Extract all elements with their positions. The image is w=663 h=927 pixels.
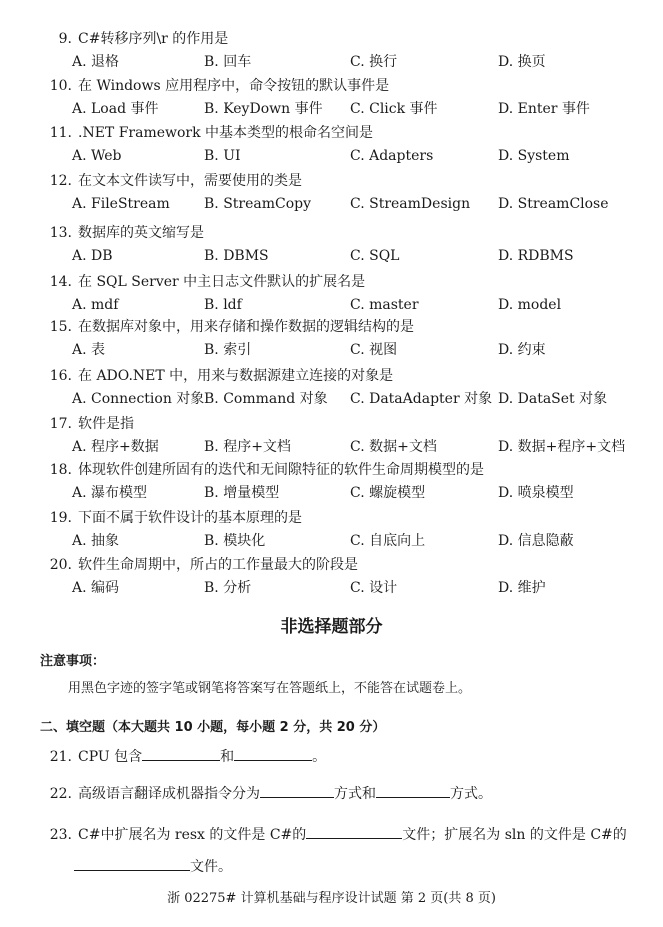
question-stem: [44, 463, 484, 477]
answer-option: A. 退格: [72, 54, 120, 70]
question-text: C#中扩展名为 resx 的文件是 C#的: [78, 827, 307, 843]
answer-option: B. 索引: [204, 342, 252, 358]
answer-blank[interactable]: [234, 748, 312, 761]
fill-question-23: [44, 826, 627, 842]
notice-title: 注意事项：: [40, 654, 106, 669]
question-number: 16.: [49, 368, 72, 384]
answer-option: A. FileStream: [72, 196, 170, 212]
answer-blank[interactable]: [306, 826, 402, 839]
answer-option: D. 维护: [498, 580, 546, 596]
answer-option: B. StreamCopy: [204, 196, 312, 212]
question-stem: [44, 32, 228, 46]
answer-option: B. 增量模型: [204, 485, 280, 501]
question-stem: [44, 275, 365, 289]
question-number: 13.: [49, 225, 72, 241]
question-text: 。: [312, 749, 327, 765]
question-number: 23.: [49, 827, 72, 843]
answer-option: B. ldf: [204, 297, 242, 313]
answer-option: D. System: [498, 148, 570, 164]
answer-option: B. UI: [204, 148, 241, 164]
answer-option: C. 螺旋模型: [350, 485, 426, 501]
answer-option: A. Load 事件: [72, 101, 159, 117]
answer-option: A. 表: [72, 342, 106, 358]
question-text: CPU 包含: [78, 749, 143, 765]
answer-option: C. DataAdapter 对象: [350, 391, 493, 407]
question-text: C#转移序列\r 的作用是: [78, 31, 229, 47]
answer-option: D. 信息隐蔽: [498, 533, 574, 549]
answer-option: B. 模块化: [204, 533, 266, 549]
question-text: 数据库的英文缩写是: [78, 225, 204, 241]
answer-option: D. 喷泉模型: [498, 485, 574, 501]
question-text: 软件是指: [78, 416, 134, 432]
answer-option: A. Connection 对象: [72, 391, 205, 407]
answer-option: A. 程序+数据: [72, 439, 159, 455]
fill-question-23-cont: [74, 858, 232, 874]
part2-title: 二、填空题（本大题共 10 小题，每小题 2 分，共 20 分）: [40, 720, 386, 735]
answer-option: B. DBMS: [204, 248, 269, 264]
question-text: 软件生命周期中，所占的工作量最大的阶段是: [78, 557, 358, 573]
answer-option: C. Click 事件: [350, 101, 438, 117]
answer-option: D. 换页: [498, 54, 546, 70]
answer-option: D. 数据+程序+文档: [498, 439, 626, 455]
answer-option: B. 分析: [204, 580, 252, 596]
question-text: 下面不属于软件设计的基本原理的是: [78, 510, 302, 526]
fill-question-21: [44, 748, 326, 764]
question-stem: [44, 174, 302, 188]
answer-option: D. StreamClose: [498, 196, 609, 212]
answer-option: B. KeyDown 事件: [204, 101, 323, 117]
answer-option: B. 程序+文档: [204, 439, 291, 455]
question-text: 在 Windows 应用程序中，命令按钮的默认事件是: [78, 78, 390, 94]
question-text: 在 SQL Server 中主日志文件默认的扩展名是: [78, 274, 366, 290]
answer-blank[interactable]: [260, 785, 334, 798]
answer-option: C. 设计: [350, 580, 398, 596]
answer-option: B. Command 对象: [204, 391, 328, 407]
answer-option: A. 编码: [72, 580, 120, 596]
page-footer: 浙 02275# 计算机基础与程序设计试题 第 2 页(共 8 页): [167, 891, 496, 906]
question-text: 文件。: [190, 859, 232, 875]
question-stem: [44, 226, 204, 240]
section-title: 非选择题部分: [280, 617, 383, 637]
question-stem: [44, 320, 414, 334]
answer-option: C. SQL: [350, 248, 400, 264]
question-stem: [44, 369, 393, 383]
question-number: 9.: [58, 31, 72, 47]
question-stem: [44, 126, 373, 140]
question-text: 在文本文件读写中，需要使用的类是: [78, 173, 302, 189]
question-stem: [44, 417, 134, 431]
answer-option: A. 抽象: [72, 533, 120, 549]
question-text: .NET Framework 中基本类型的根命名空间是: [78, 125, 374, 141]
question-number: 22.: [49, 786, 72, 802]
answer-option: A. 瀑布模型: [72, 485, 148, 501]
fill-question-22: [44, 785, 492, 801]
question-number: 17.: [49, 416, 72, 432]
question-stem: [44, 79, 389, 93]
question-number: 20.: [49, 557, 72, 573]
answer-option: C. 自底向上: [350, 533, 426, 549]
answer-option: C. StreamDesign: [350, 196, 471, 212]
question-number: 21.: [49, 749, 72, 765]
answer-option: B. 回车: [204, 54, 252, 70]
answer-option: C. master: [350, 297, 419, 313]
answer-option: A. DB: [72, 248, 113, 264]
answer-option: D. Enter 事件: [498, 101, 590, 117]
answer-blank[interactable]: [142, 748, 220, 761]
answer-option: D. model: [498, 297, 562, 313]
question-number: 19.: [49, 510, 72, 526]
notice-text: 用黑色字迹的签字笔或钢笔将答案写在答题纸上，不能答在试题卷上。: [68, 681, 472, 696]
answer-option: D. DataSet 对象: [498, 391, 608, 407]
answer-blank[interactable]: [74, 858, 190, 871]
answer-option: C. 视图: [350, 342, 398, 358]
question-number: 10.: [49, 78, 72, 94]
question-number: 11.: [49, 125, 72, 141]
question-number: 12.: [49, 173, 72, 189]
answer-option: D. 约束: [498, 342, 546, 358]
answer-option: D. RDBMS: [498, 248, 574, 264]
answer-option: A. Web: [72, 148, 122, 164]
question-stem: [44, 511, 302, 525]
question-text: 文件；扩展名为 sln 的文件是 C#的: [402, 827, 627, 843]
question-text: 高级语言翻译成机器指令分为: [78, 786, 260, 802]
question-number: 18.: [49, 462, 72, 478]
question-text: 体现软件创建所固有的迭代和无间隙特征的软件生命周期模型的是: [78, 462, 484, 478]
answer-option: C. 数据+文档: [350, 439, 437, 455]
answer-option: C. 换行: [350, 54, 398, 70]
answer-option: C. Adapters: [350, 148, 434, 164]
question-text: 和: [220, 749, 235, 765]
question-number: 15.: [49, 319, 72, 335]
answer-option: A. mdf: [72, 297, 119, 313]
question-text: 在数据库对象中，用来存储和操作数据的逻辑结构的是: [78, 319, 414, 335]
question-text: 方式和: [334, 786, 376, 802]
question-text: 方式。: [450, 786, 492, 802]
answer-blank[interactable]: [376, 785, 450, 798]
question-number: 14.: [49, 274, 72, 290]
question-stem: [44, 558, 358, 572]
question-text: 在 ADO.NET 中，用来与数据源建立连接的对象是: [78, 368, 394, 384]
